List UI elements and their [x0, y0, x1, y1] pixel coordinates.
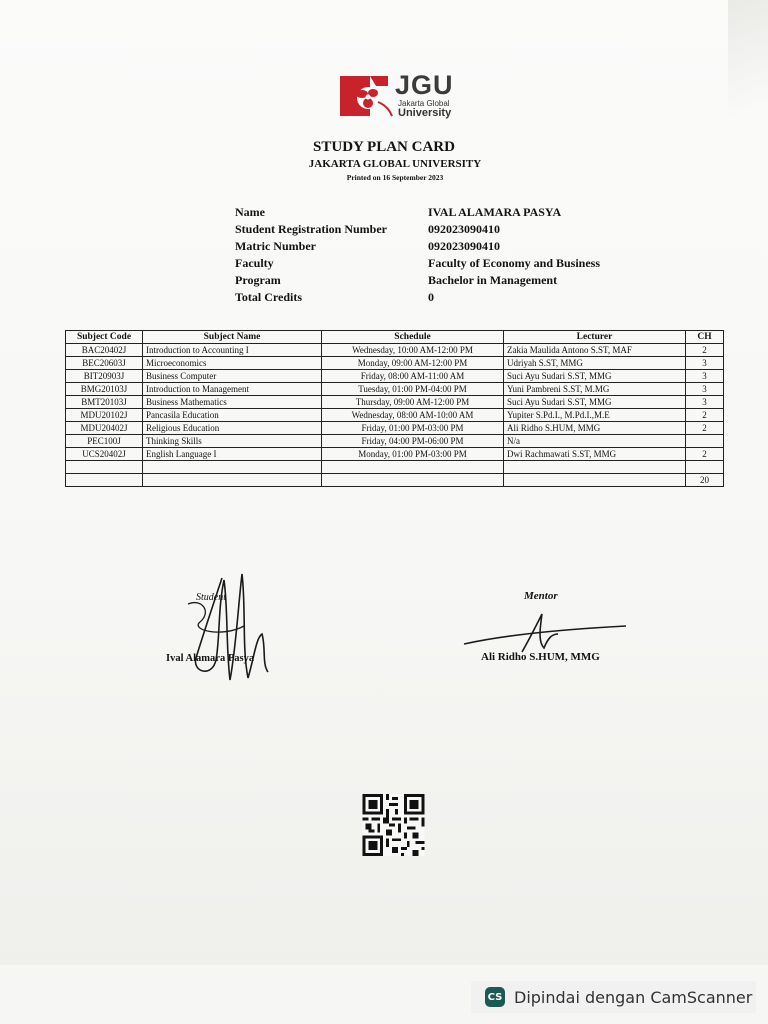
subject-name: Introduction to Accounting I — [143, 344, 322, 357]
credit-hours: 2 — [686, 344, 724, 357]
mentor-name: Ali Ridho S.HUM, MMG — [481, 651, 600, 663]
subject-code: BEC20603J — [66, 357, 143, 370]
document-title: STUDY PLAN CARD — [313, 139, 455, 155]
logo-wordmark: JGU — [395, 70, 454, 100]
table-row — [66, 409, 724, 422]
schedule: Friday, 08:00 AM-11:00 AM — [322, 370, 504, 383]
logo-subtitle-line2: University — [398, 107, 452, 119]
info-value: Bachelor in Management — [428, 273, 558, 287]
university-name: JAKARTA GLOBAL UNIVERSITY — [308, 158, 482, 170]
camscanner-icon: CS — [485, 987, 505, 1007]
lecturer: Zakia Maulida Antono S.ST, MAF — [504, 344, 686, 357]
subject-name: Pancasila Education — [143, 409, 322, 422]
info-row-name — [235, 205, 648, 222]
camscanner-text: Dipindai dengan CamScanner — [514, 987, 753, 1007]
info-value: 092023090410 — [428, 222, 500, 236]
lecturer: Dwi Rachmawati S.ST, MMG — [504, 448, 686, 461]
credit-hours: 3 — [686, 357, 724, 370]
table-row — [66, 435, 724, 448]
subject-code: MDU20102J — [66, 409, 143, 422]
table-empty-row — [66, 461, 724, 474]
schedule: Wednesday, 10:00 AM-12:00 PM — [322, 344, 504, 357]
table-row — [66, 422, 724, 435]
subject-name: Religious Education — [143, 422, 322, 435]
column-header: Schedule — [322, 331, 504, 344]
lecturer: Suci Ayu Sudari S.ST, MMG — [504, 370, 686, 383]
schedule: Wednesday, 08:00 AM-10:00 AM — [322, 409, 504, 422]
lecturer: Ali Ridho S.HUM, MMG — [504, 422, 686, 435]
lecturer: N/a — [504, 435, 686, 448]
subject-code: MDU20402J — [66, 422, 143, 435]
info-value: Faculty of Economy and Business — [428, 256, 601, 270]
schedule: Tuesday, 01:00 PM-04:00 PM — [322, 383, 504, 396]
info-value: 092023090410 — [428, 239, 500, 253]
student-signature — [182, 568, 282, 686]
credit-hours: 3 — [686, 383, 724, 396]
credit-hours: 2 — [686, 409, 724, 422]
subject-code: BMT20103J — [66, 396, 143, 409]
student-label: Student — [196, 592, 226, 603]
lecturer: Yuni Pambreni S.ST, M.MG — [504, 383, 686, 396]
subject-name: Microeconomics — [143, 357, 322, 370]
column-header: CH — [686, 331, 724, 344]
subject-code: BIT20903J — [66, 370, 143, 383]
schedule: Monday, 01:00 PM-03:00 PM — [322, 448, 504, 461]
study-plan-table — [65, 330, 724, 487]
credit-hours: 2 — [686, 448, 724, 461]
lecturer: Suci Ayu Sudari S.ST, MMG — [504, 396, 686, 409]
info-row-total-credits — [235, 290, 648, 307]
table-row — [66, 344, 724, 357]
info-value: 0 — [428, 290, 434, 304]
info-row-matric — [235, 239, 648, 256]
university-logo — [338, 72, 458, 120]
table-row — [66, 396, 724, 409]
total-credit-hours: 20 — [686, 474, 724, 487]
student-name: Ival Alamara Pasya — [166, 653, 255, 664]
credit-hours: 3 — [686, 370, 724, 383]
subject-code: BMG20103J — [66, 383, 143, 396]
schedule: Monday, 09:00 AM-12:00 PM — [322, 357, 504, 370]
lecturer: Udriyah S.ST, MMG — [504, 357, 686, 370]
logo-subtitle-line1: Jakarta Global — [398, 99, 450, 108]
schedule: Friday, 04:00 PM-06:00 PM — [322, 435, 504, 448]
subject-name: Business Computer — [143, 370, 322, 383]
subject-name: English Language I — [143, 448, 322, 461]
credit-hours: 2 — [686, 422, 724, 435]
subject-code: UCS20402J — [66, 448, 143, 461]
info-label: Faculty — [235, 256, 274, 270]
info-row-program — [235, 273, 648, 290]
credit-hours — [686, 435, 724, 448]
qr-code-icon — [361, 794, 426, 856]
mentor-label: Mentor — [524, 590, 558, 602]
info-label: Program — [235, 273, 281, 287]
table-row — [66, 383, 724, 396]
printed-date: Printed on 16 September 2023 — [346, 173, 444, 182]
table-row — [66, 370, 724, 383]
jgu-orchid-logo-icon — [338, 72, 394, 120]
column-header: Lecturer — [504, 331, 686, 344]
subject-name: Business Mathematics — [143, 396, 322, 409]
info-row-registration — [235, 222, 648, 239]
table-row — [66, 448, 724, 461]
info-label: Student Registration Number — [235, 222, 387, 236]
schedule: Friday, 01:00 PM-03:00 PM — [322, 422, 504, 435]
info-label: Matric Number — [235, 239, 316, 253]
table-header-row — [66, 331, 724, 344]
student-info — [235, 205, 648, 307]
table-total-row — [66, 474, 724, 487]
column-header: Subject Name — [143, 331, 322, 344]
info-label: Name — [235, 205, 265, 219]
subject-code: PEC100J — [66, 435, 143, 448]
table-row — [66, 357, 724, 370]
credit-hours: 3 — [686, 396, 724, 409]
schedule: Thursday, 09:00 AM-12:00 PM — [322, 396, 504, 409]
info-row-faculty — [235, 256, 648, 273]
column-header: Subject Code — [66, 331, 143, 344]
subject-name: Introduction to Management — [143, 383, 322, 396]
info-value: IVAL ALAMARA PASYA — [428, 205, 562, 219]
subject-code: BAC20402J — [66, 344, 143, 357]
lecturer: Yupiter S.Pd.I., M.Pd.I.,M.E — [504, 409, 686, 422]
camscanner-watermark — [471, 981, 756, 1013]
info-label: Total Credits — [235, 290, 303, 304]
subject-name: Thinking Skills — [143, 435, 322, 448]
